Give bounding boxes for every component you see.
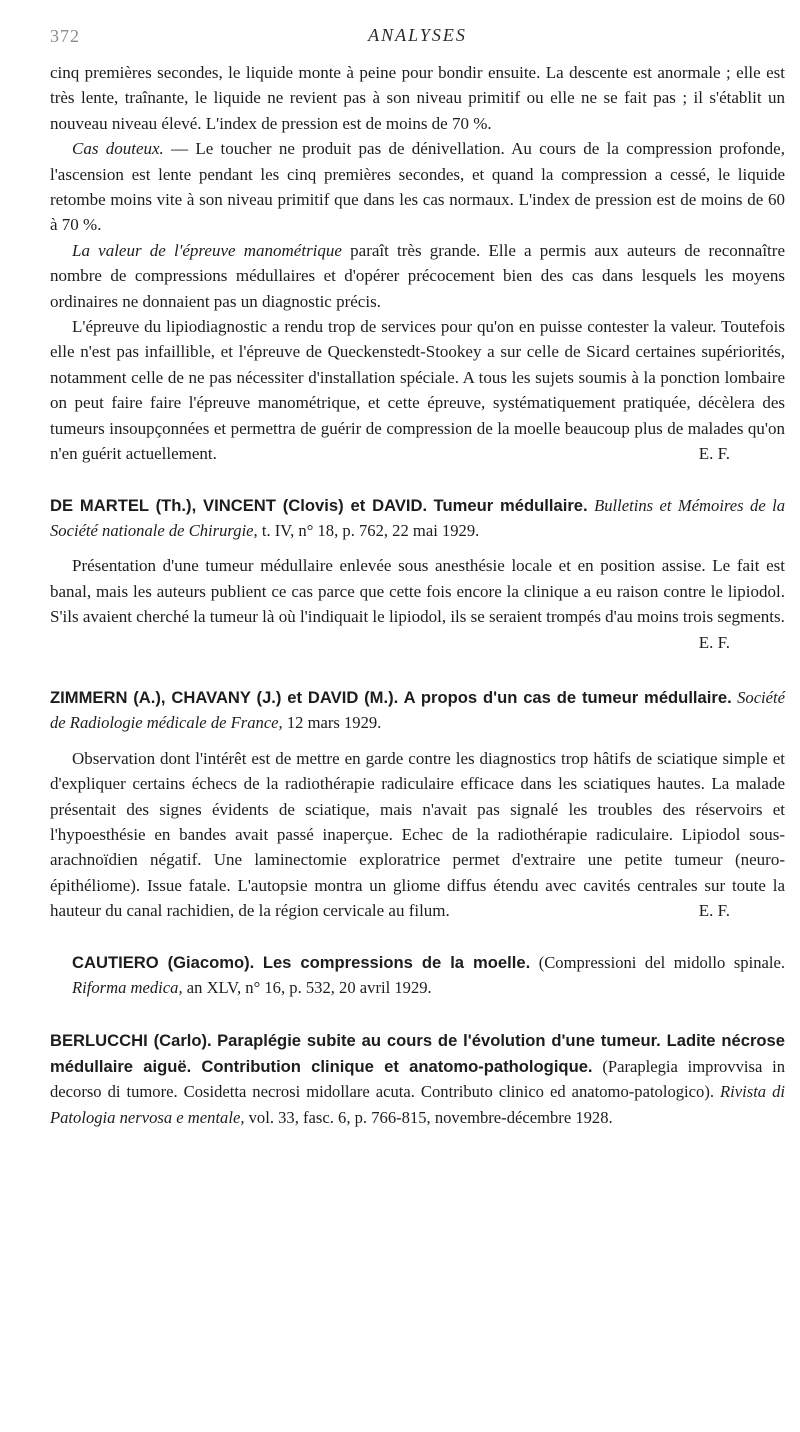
entry-original-title: (Compressioni del midollo spinale. bbox=[530, 952, 785, 972]
entry-citation: Bulletins et Mémoires de la Société nationale de Chirurgie, bbox=[50, 495, 786, 540]
entry-title: A propos d'un cas de tumeur médullaire. bbox=[403, 687, 732, 707]
paragraph bbox=[50, 136, 785, 238]
running-title: ANALYSES bbox=[368, 25, 467, 45]
abstract-entry bbox=[50, 950, 785, 1001]
paragraph-text: — Le toucher ne produit pas de dénivellation. Au cours de la compression profonde, l'ascension est lente pendant les cinq premières secondes, et quand la compression a cessé, le liquide retombe moins vite à son niveau primitif que dans les cas normaux. L'index de pression est de moins de 60 à 70 %. bbox=[50, 139, 785, 235]
entry-body: Observation dont l'intérêt est de mettre en garde contre les diagnostics trop hâtifs de sciatique simple et d'expliquer certains échecs de la radiothérapie radiculaire efficace dans les sciatiques hautes. La malade présentait des signes évidents de sciatique, mais n'avait pas signalé les troubles des réservoirs et l'hypoesthésie en bandes avait passé inaperçue. Echec de la radiothérapie radiculaire. Lipiodol sous-arachnoïdien négatif. Une laminectomie exploratrice permet d'extraire une petite tumeur (neuro-épithéliome). Issue fatale. L'autopsie montra un gliome diffus étendu avec cavités centrales sur toute la hauteur du canal rachidien, de la région cervicale au filum. bbox=[50, 748, 785, 921]
entry-reference: t. IV, n° 18, p. 762, 22 mai 1929. bbox=[257, 520, 480, 540]
paragraph bbox=[50, 238, 785, 314]
abstract-entry bbox=[50, 685, 785, 924]
entry-heading bbox=[50, 493, 785, 544]
entry-authors: ZIMMERN (A.), CHAVANY (J.) et DAVID (M.). bbox=[50, 687, 399, 707]
page-number: 372 bbox=[50, 26, 80, 46]
entry-reference: an XLV, n° 16, p. 532, 20 avril 1929. bbox=[182, 978, 432, 998]
entry-title: Les compressions de la moelle. bbox=[262, 952, 531, 972]
entry-reference: 12 mars 1929. bbox=[282, 713, 382, 733]
entry-citation: Rivista di Patologia nervosa e mentale, bbox=[50, 1082, 785, 1127]
entry-reference: vol. 33, fasc. 6, p. 766-815, novembre-décembre 1928. bbox=[244, 1107, 613, 1127]
signature: E. F. bbox=[698, 444, 730, 464]
entry-authors: CAUTIERO (Giacomo). bbox=[72, 952, 255, 972]
paragraph-label: Cas douteux. bbox=[72, 139, 164, 159]
paragraph-text: paraît très grande. Elle a permis aux auteurs de reconnaître nombre de compressions médullaires et d'opérer précocement bien des cas dans lesquels les moyens ordinaires ne donnaient pas un diagnostic précis. bbox=[50, 240, 785, 311]
entry-title: Tumeur médullaire. bbox=[433, 495, 588, 515]
signature: E. F. bbox=[698, 632, 730, 652]
entry-authors: BERLUCCHI (Carlo). bbox=[50, 1031, 212, 1051]
abstract-entry bbox=[50, 493, 785, 655]
entry-heading bbox=[50, 1028, 785, 1130]
entry-original-title: (Paraplegia improvvisa in decorso di tumore. Cosidetta necrosi midollare acuta. Contributo clinico ed anatomo-patologico). bbox=[50, 1056, 785, 1102]
paragraph: cinq premières secondes, le liquide monte à peine pour bondir ensuite. La descente est anormale ; elle est très lente, traînante, le liquide ne revient pas à son niveau primitif ou elle ne se fait pas ; il s'établit un nouveau niveau élevé. L'index de pression est de moins de 70 %. bbox=[50, 63, 785, 133]
running-header bbox=[50, 0, 785, 60]
signature: E. F. bbox=[698, 901, 730, 921]
entry-heading bbox=[50, 685, 785, 736]
entry-title: Paraplégie subite au cours de l'évolution d'une tumeur. Ladite nécrose médullaire aiguë. Contribution clinique et anatomo-pathologique. bbox=[50, 1031, 785, 1076]
entry-body: Présentation d'une tumeur médullaire enlevée sous anesthésie locale et en position assise. Le fait est banal, mais les auteurs publient ce cas parce que cette fois encore la clinique a eu raison contre le lipiodol. S'ils avaient cherché la tumeur là où l'indiquait le lipiodol, ils se seraient trompés d'au moins trois segments. bbox=[50, 556, 785, 627]
entry-authors: DE MARTEL (Th.), VINCENT (Clovis) et DAVID. bbox=[50, 495, 428, 515]
entry-citation: Riforma medica, bbox=[72, 978, 183, 998]
paragraph: L'épreuve du lipiodiagnostic a rendu trop de services pour qu'on en puisse contester la valeur. Toutefois elle n'est pas infaillible, et l'épreuve de Queckenstedt-Stookey a sur celle de Sicard certaines supériorités, notamment celle de ne pas nécessiter d'installation spéciale. A tous les sujets soumis à la ponction lombaire on peut faire faire l'épreuve manométrique, et cette épreuve, systématiquement pratiquée, décèlera des tumeurs insoupçonnées et permettra de guérir de compression de la moelle beaucoup plus de malades qu'on n'en guérit actuellement. bbox=[50, 317, 785, 464]
entry-heading bbox=[50, 950, 785, 1001]
continued-abstract bbox=[50, 60, 785, 467]
abstract-entry bbox=[50, 1028, 785, 1130]
entry-citation: Société de Radiologie médicale de France, bbox=[50, 687, 786, 733]
paragraph-label: La valeur de l'épreuve manométrique bbox=[72, 240, 342, 260]
page bbox=[50, 0, 785, 1140]
